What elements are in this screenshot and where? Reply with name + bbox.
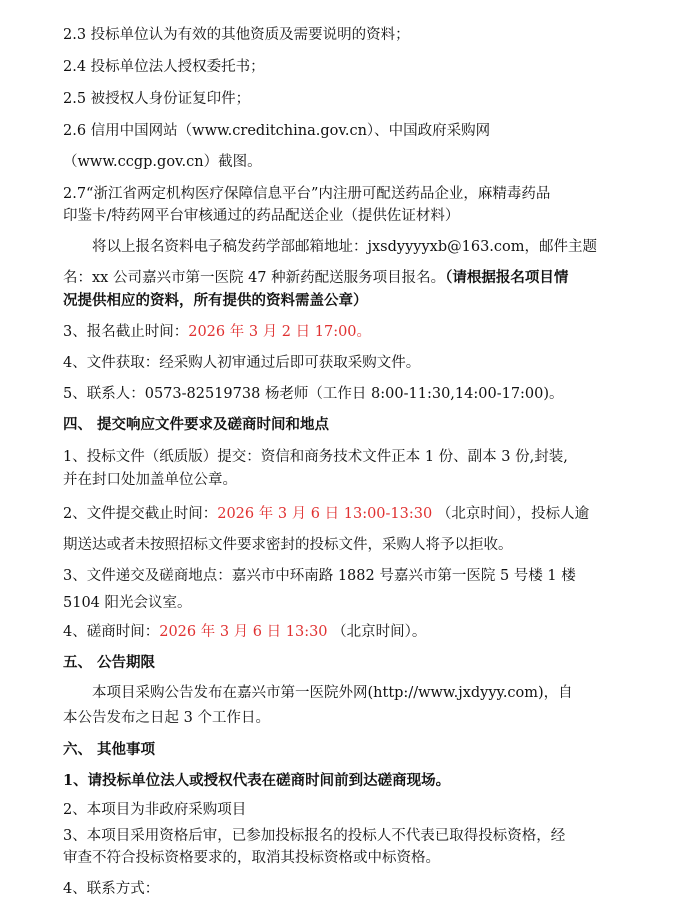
material-note-bold-line2: 况提供相应的资料，所有提供的资料需盖公章） xyxy=(63,292,368,309)
material-note-bold: （请根据报名项目情 xyxy=(445,269,569,286)
negotiation-time-suffix: （北京时间）。 xyxy=(327,624,427,640)
item-2-5: 2.5 被授权人身份证复印件； xyxy=(63,91,251,107)
s6-item4: 4、联系方式： xyxy=(63,881,160,897)
registration-deadline-label: 3、报名截止时间： xyxy=(63,324,189,340)
item-2-6-line1: 2.6 信用中国网站（www.creditchina.gov.cn）、中国政府采购网 xyxy=(63,123,491,139)
submission-deadline-suffix: （北京时间），投标人逾 xyxy=(432,506,590,522)
document-acquisition: 4、文件获取：经采购人初审通过后即可获取采购文件。 xyxy=(63,355,421,371)
s6-item1: 1、请投标单位法人或授权代表在磋商时间前到达磋商现场。 xyxy=(63,772,451,789)
item-2-3: 2.3 投标单位认为有效的其他资质及需要说明的资料； xyxy=(63,27,410,43)
negotiation-time-label: 4、磋商时间： xyxy=(63,624,160,640)
negotiation-time-value: 2026 年 3 月 6 日 13:30 xyxy=(159,624,328,640)
item-2-4: 2.4 投标单位法人授权委托书； xyxy=(63,59,265,75)
email-paragraph-line1: 将以上报名资料电子稿发药学部邮箱地址：jxsdyyyyxb@163.com，邮件主题 xyxy=(92,239,598,255)
registration-deadline xyxy=(63,322,371,342)
s5-line2: 本公告发布之日起 3 个工作日。 xyxy=(63,710,270,726)
s6-item3-line1: 3、本项目采用资格后审，已参加投标报名的投标人不代表已取得投标资格，经 xyxy=(63,828,566,844)
s4-item1-line2: 并在封口处加盖单位公章。 xyxy=(63,472,237,488)
submission-deadline-label: 2、文件提交截止时间： xyxy=(63,506,218,522)
email-paragraph-line2 xyxy=(63,268,568,288)
item-2-7-line2: 印鉴卡/特药网平台审核通过的药品配送企业（提供佐证材料） xyxy=(63,208,460,224)
submission-deadline xyxy=(63,504,589,524)
s6-item2: 2、本项目为非政府采购项目 xyxy=(63,802,247,818)
item-2-7-line1: 2.7“浙江省两定机构医疗保障信息平台”内注册可配送药品企业，麻精毒药品 xyxy=(63,186,551,202)
s4-item2-line2: 期送达或者未按照招标文件要求密封的投标文件，采购人将予以拒收。 xyxy=(63,537,513,553)
registration-deadline-value: 2026 年 3 月 2 日 17:00。 xyxy=(188,324,372,340)
s4-item1-line1: 1、投标文件（纸质版）提交：资信和商务技术文件正本 1 份、副本 3 份,封装, xyxy=(63,449,568,465)
item-2-6-line2: （www.ccgp.gov.cn）截图。 xyxy=(63,154,262,170)
submission-deadline-value: 2026 年 3 月 6 日 13:00-13:30 xyxy=(217,506,433,522)
contact-person: 5、联系人：0573-82519738 杨老师（工作日 8:00-11:30,14:00-17:00)。 xyxy=(63,386,564,402)
section-4-title: 四、 提交响应文件要求及磋商时间和地点 xyxy=(63,416,330,433)
s4-item3-line2: 5104 阳光会议室。 xyxy=(63,595,192,611)
email-subject-text: 名：xx 公司嘉兴市第一医院 47 种新药配送服务项目报名。 xyxy=(63,270,446,286)
negotiation-time xyxy=(63,622,426,642)
s6-item3-line2: 审查不符合投标资格要求的，取消其投标资格或中标资格。 xyxy=(63,850,440,866)
section-5-title: 五、 公告期限 xyxy=(63,654,156,671)
s4-item3-line1: 3、文件递交及磋商地点：嘉兴市中环南路 1882 号嘉兴市第一医院 5 号楼 1 楼 xyxy=(63,568,576,584)
s5-line1: 本项目采购公告发布在嘉兴市第一医院外网(http://www.jxdyyy.com)，自 xyxy=(92,685,573,701)
section-6-title: 六、 其他事项 xyxy=(63,741,156,758)
